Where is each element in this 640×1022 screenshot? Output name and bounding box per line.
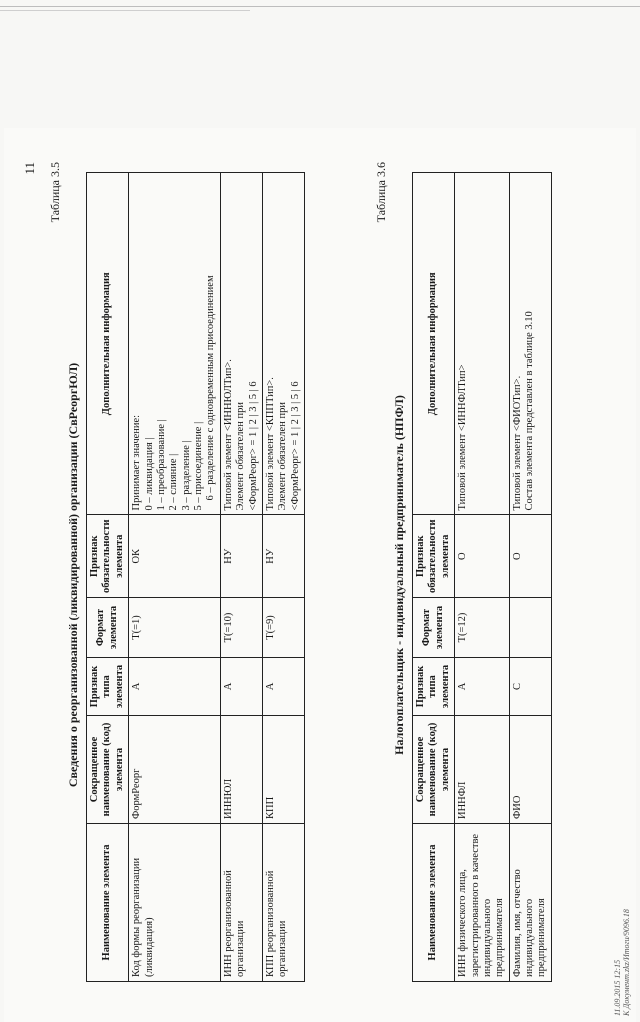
element-info [220,173,262,515]
table-row [509,173,551,982]
info-line: Элемент обязателен при [277,402,289,511]
element-required: О [455,515,510,598]
element-required: НУ [220,515,262,598]
table1-header: Признак обязательности элемента [87,515,129,598]
info-line: 2 – слияние | [168,453,180,511]
element-name: ИНН физического лица, зарегистрированного в качестве индивидуального предпринимателя [455,824,510,982]
info-line: 0 – ликвидация | [143,437,155,511]
info-line: <ФормРеорг> = 1 | 2 | 3 | 5 | 6 [289,381,301,511]
element-type: А [220,658,262,716]
element-name: КПП реорганизованной организации [262,824,304,982]
element-info [129,173,221,515]
table1-label: Таблица 3.5 [48,162,62,223]
stamp-line: 11.09.2015 12:15 [612,959,622,1016]
element-format: T(=9) [262,598,304,658]
element-info [509,173,551,515]
element-format: T(=12) [455,598,510,658]
element-code: КПП [262,716,304,824]
element-required: О [509,515,551,598]
element-format [509,598,551,658]
element-info [262,173,304,515]
scan-edge-line-short [0,10,250,11]
table1-header: Наименование элемента [87,824,129,982]
table2-header: Признак типа элемента [413,658,455,716]
element-name: ИНН реорганизованной организации [220,824,262,982]
info-line: Типовой элемент <ИННЮЛТип>. [222,359,234,511]
info-line: Типовой элемент <ФИОТип>. [511,375,523,511]
element-code: ФормРеорг [129,716,221,824]
element-name: Фамилия, имя, отчество индивидуального предпринимателя [509,824,551,982]
element-type: А [129,658,221,716]
element-type: А [455,658,510,716]
element-format: T(=1) [129,598,221,658]
info-line: 5 – присоединение | [193,421,204,511]
table1 [86,172,305,982]
info-line: Принимает значение: [131,414,143,511]
element-code: ИННФЛ [455,716,510,824]
element-info [455,173,510,515]
info-line: Типовой элемент <ИННФЛТип> [457,364,469,511]
element-code: ФИО [509,716,551,824]
element-required: ОК [129,515,221,598]
table1-header: Сокращенное наименование (код) элемента [87,716,129,824]
element-code: ИННЮЛ [220,716,262,824]
info-line: 3 – разделение | [180,440,192,511]
element-required: НУ [262,515,304,598]
stamp-line: К Документ.zkz/Итоги/9096.18 [622,909,632,1016]
table2-header: Наименование элемента [413,824,455,982]
table2-header-row [413,173,455,982]
table1-header: Формат элемента [87,598,129,658]
info-line: Элемент обязателен при [235,402,247,511]
table2-header: Сокращенное наименование (код) элемента [413,716,455,824]
info-line: Типовой элемент <КППТип>. [264,377,276,511]
element-type: С [509,658,551,716]
table2-header: Формат элемента [413,598,455,658]
table2 [412,172,552,982]
rotated-page [4,128,636,1022]
info-line: 1 – преобразование | [155,419,167,511]
table-row [262,173,304,982]
scan-edge-line [0,6,640,7]
info-line: <ФормРеорг> = 1 | 2 | 3 | 5 | 6 [247,381,259,511]
table2-header: Дополнительная информация [413,173,455,515]
table1-title: Сведения о реорганизованной (ликвидированной) организации (СвРеоргЮЛ) [66,362,80,788]
table2-title: Налогоплательщик - индивидуальный предприниматель (НПФЛ) [392,395,406,755]
table1-header: Признак типа элемента [87,658,129,716]
table2-label: Таблица 3.6 [374,162,388,223]
page-number: 11 [22,162,37,175]
element-type: А [262,658,304,716]
info-line: 6 – разделение с одновременным присоединением [205,275,217,501]
table2-header: Признак обязательности элемента [413,515,455,598]
table1-header: Дополнительная информация [87,173,129,515]
print-stamp [613,909,632,1016]
table-row [220,173,262,982]
table1-header-row [87,173,129,982]
table-row [455,173,510,982]
element-format: T(=10) [220,598,262,658]
info-line: Состав элемента представлен в таблице 3.10 [524,311,535,511]
element-name: Код формы реорганизации (ликвидация) [129,824,221,982]
table-row [129,173,221,982]
